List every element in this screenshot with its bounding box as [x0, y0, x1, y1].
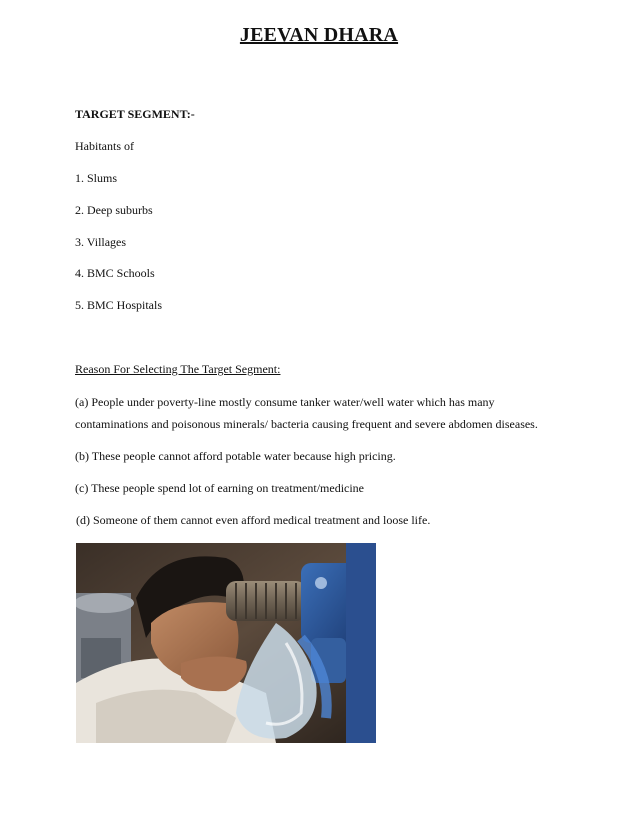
reason-point-d: (d) Someone of them cannot even afford medical treatment and loose life. — [73, 513, 431, 527]
list-item: 5. BMC Hospitals — [75, 298, 163, 312]
list-item: 2. Deep suburbs — [75, 203, 153, 217]
reason-point-b: (b) These people cannot afford potable water because high pricing. — [75, 449, 396, 463]
target-segment-heading: TARGET SEGMENT:- — [75, 107, 195, 121]
page-title: JEEVAN DHARA — [239, 24, 399, 46]
photo-child-drinking-water — [76, 543, 376, 743]
target-segment-intro: Habitants of — [75, 139, 134, 153]
list-item: 4. BMC Schools — [75, 266, 155, 280]
reason-point-c: (c) These people spend lot of earning on treatment/medicine — [75, 481, 365, 495]
list-item: 3. Villages — [75, 235, 127, 249]
reason-heading: Reason For Selecting The Target Segment: — [75, 362, 281, 376]
list-item: 1. Slums — [75, 171, 118, 185]
reason-point-a-line2: contaminations and poisonous minerals/ bacteria causing frequent and severe abdomen diseases. — [75, 417, 538, 431]
reason-point-a-line1: (a) People under poverty-line mostly consume tanker water/well water which has many — [75, 395, 495, 409]
